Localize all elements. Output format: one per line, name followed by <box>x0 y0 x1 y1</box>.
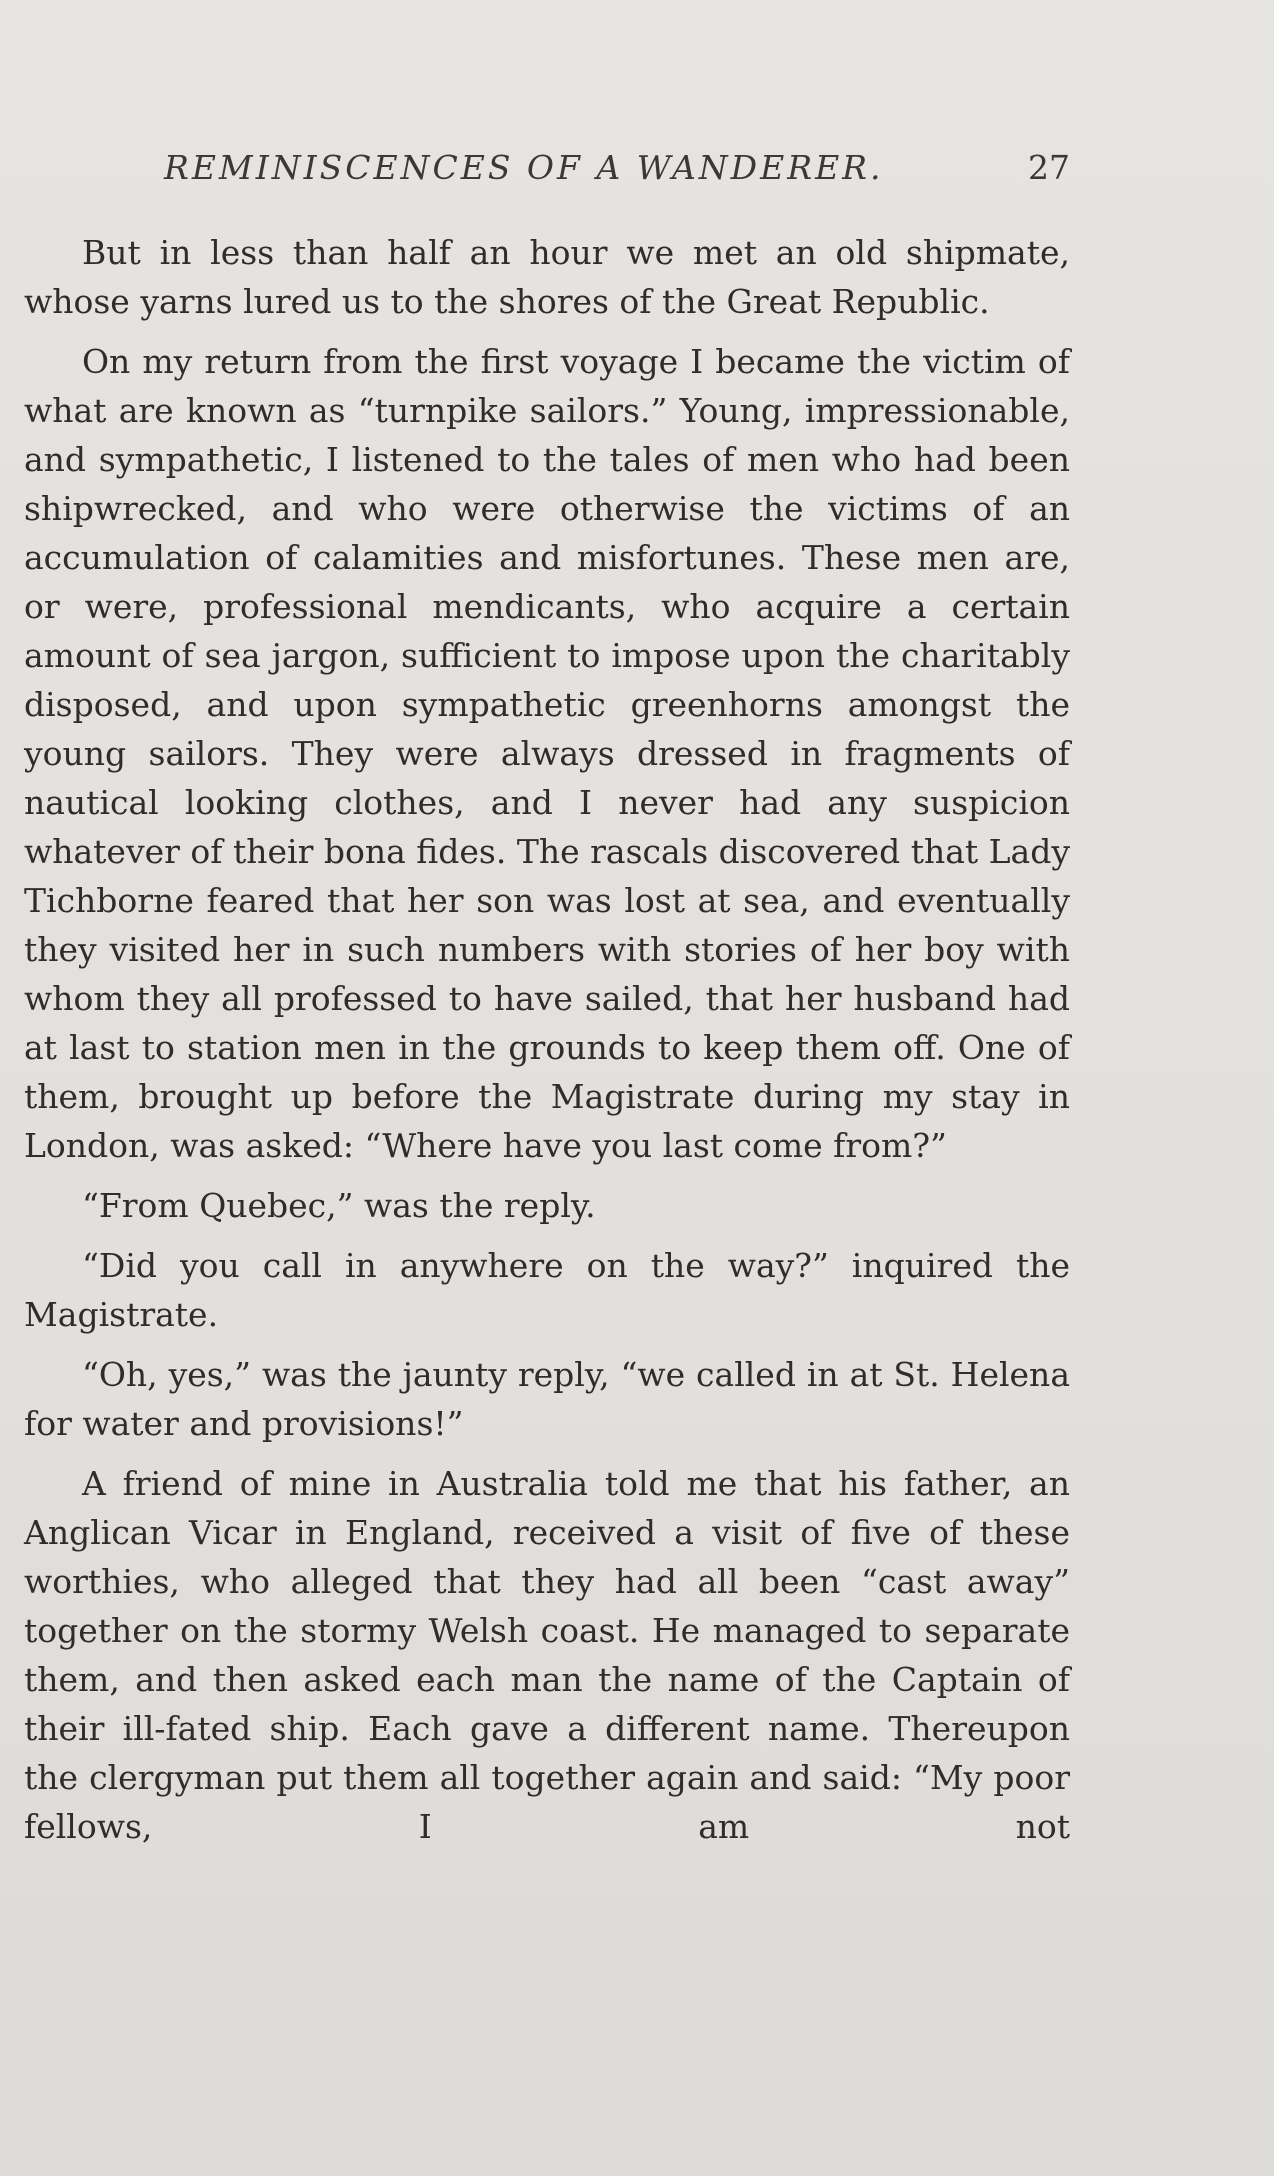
paragraph-1: But in less than half an hour we met an old shipmate, whose yarns lured us to the shores of the Great Republic. <box>24 233 1070 321</box>
paragraph-5: “Oh, yes,” was the jaunty reply, “we called in at St. Helena for water and provisions!” <box>24 1355 1070 1443</box>
paragraph-3: “From Quebec,” was the reply. <box>82 1186 596 1225</box>
running-title: REMINISCENCES OF A WANDERER. <box>164 148 884 187</box>
page-number: 27 <box>1028 148 1070 187</box>
paragraph-4: “Did you call in anywhere on the way?” inquired the Magistrate. <box>24 1246 1070 1334</box>
paragraph-6: A friend of mine in Australia told me that his father, an Anglican Vicar in England, received a visit of five of these worthies, who alleged that they had all been “cast away” together on the stormy Welsh coast. He managed to separate them, and then asked each man the name of the Captain of their ill-fated ship. Each gave a different name. Thereupon the clergyman put them all together again and said: “My poor fellows, I am not <box>24 1464 1070 1846</box>
paragraph-2: On my return from the first voyage I became the victim of what are known as “turnpike sailors.” Young, impressionable, and sympathetic, I listened to the tales of men who had been shipwrecked, and who were otherwise the victims of an accumulation of calamities and misfortunes. These men are, or were, professional mendicants, who acquire a certain amount of sea jargon, sufficient to impose upon the charitably disposed, and upon sympathetic greenhorns amongst the young sailors. They were always dressed in fragments of nautical looking clothes, and I never had any suspicion whatever of their bona fides. The rascals discovered that Lady Tichborne feared that her son was lost at sea, and eventually they visited her in such numbers with stories of her boy with whom they all professed to have sailed, that her husband had at last to station men in the grounds to keep them off. One of them, brought up before the Magistrate during my stay in London, was asked: “Where have you last come from?” <box>24 342 1070 1165</box>
body-text <box>24 228 1070 1862</box>
running-head <box>24 148 1070 192</box>
